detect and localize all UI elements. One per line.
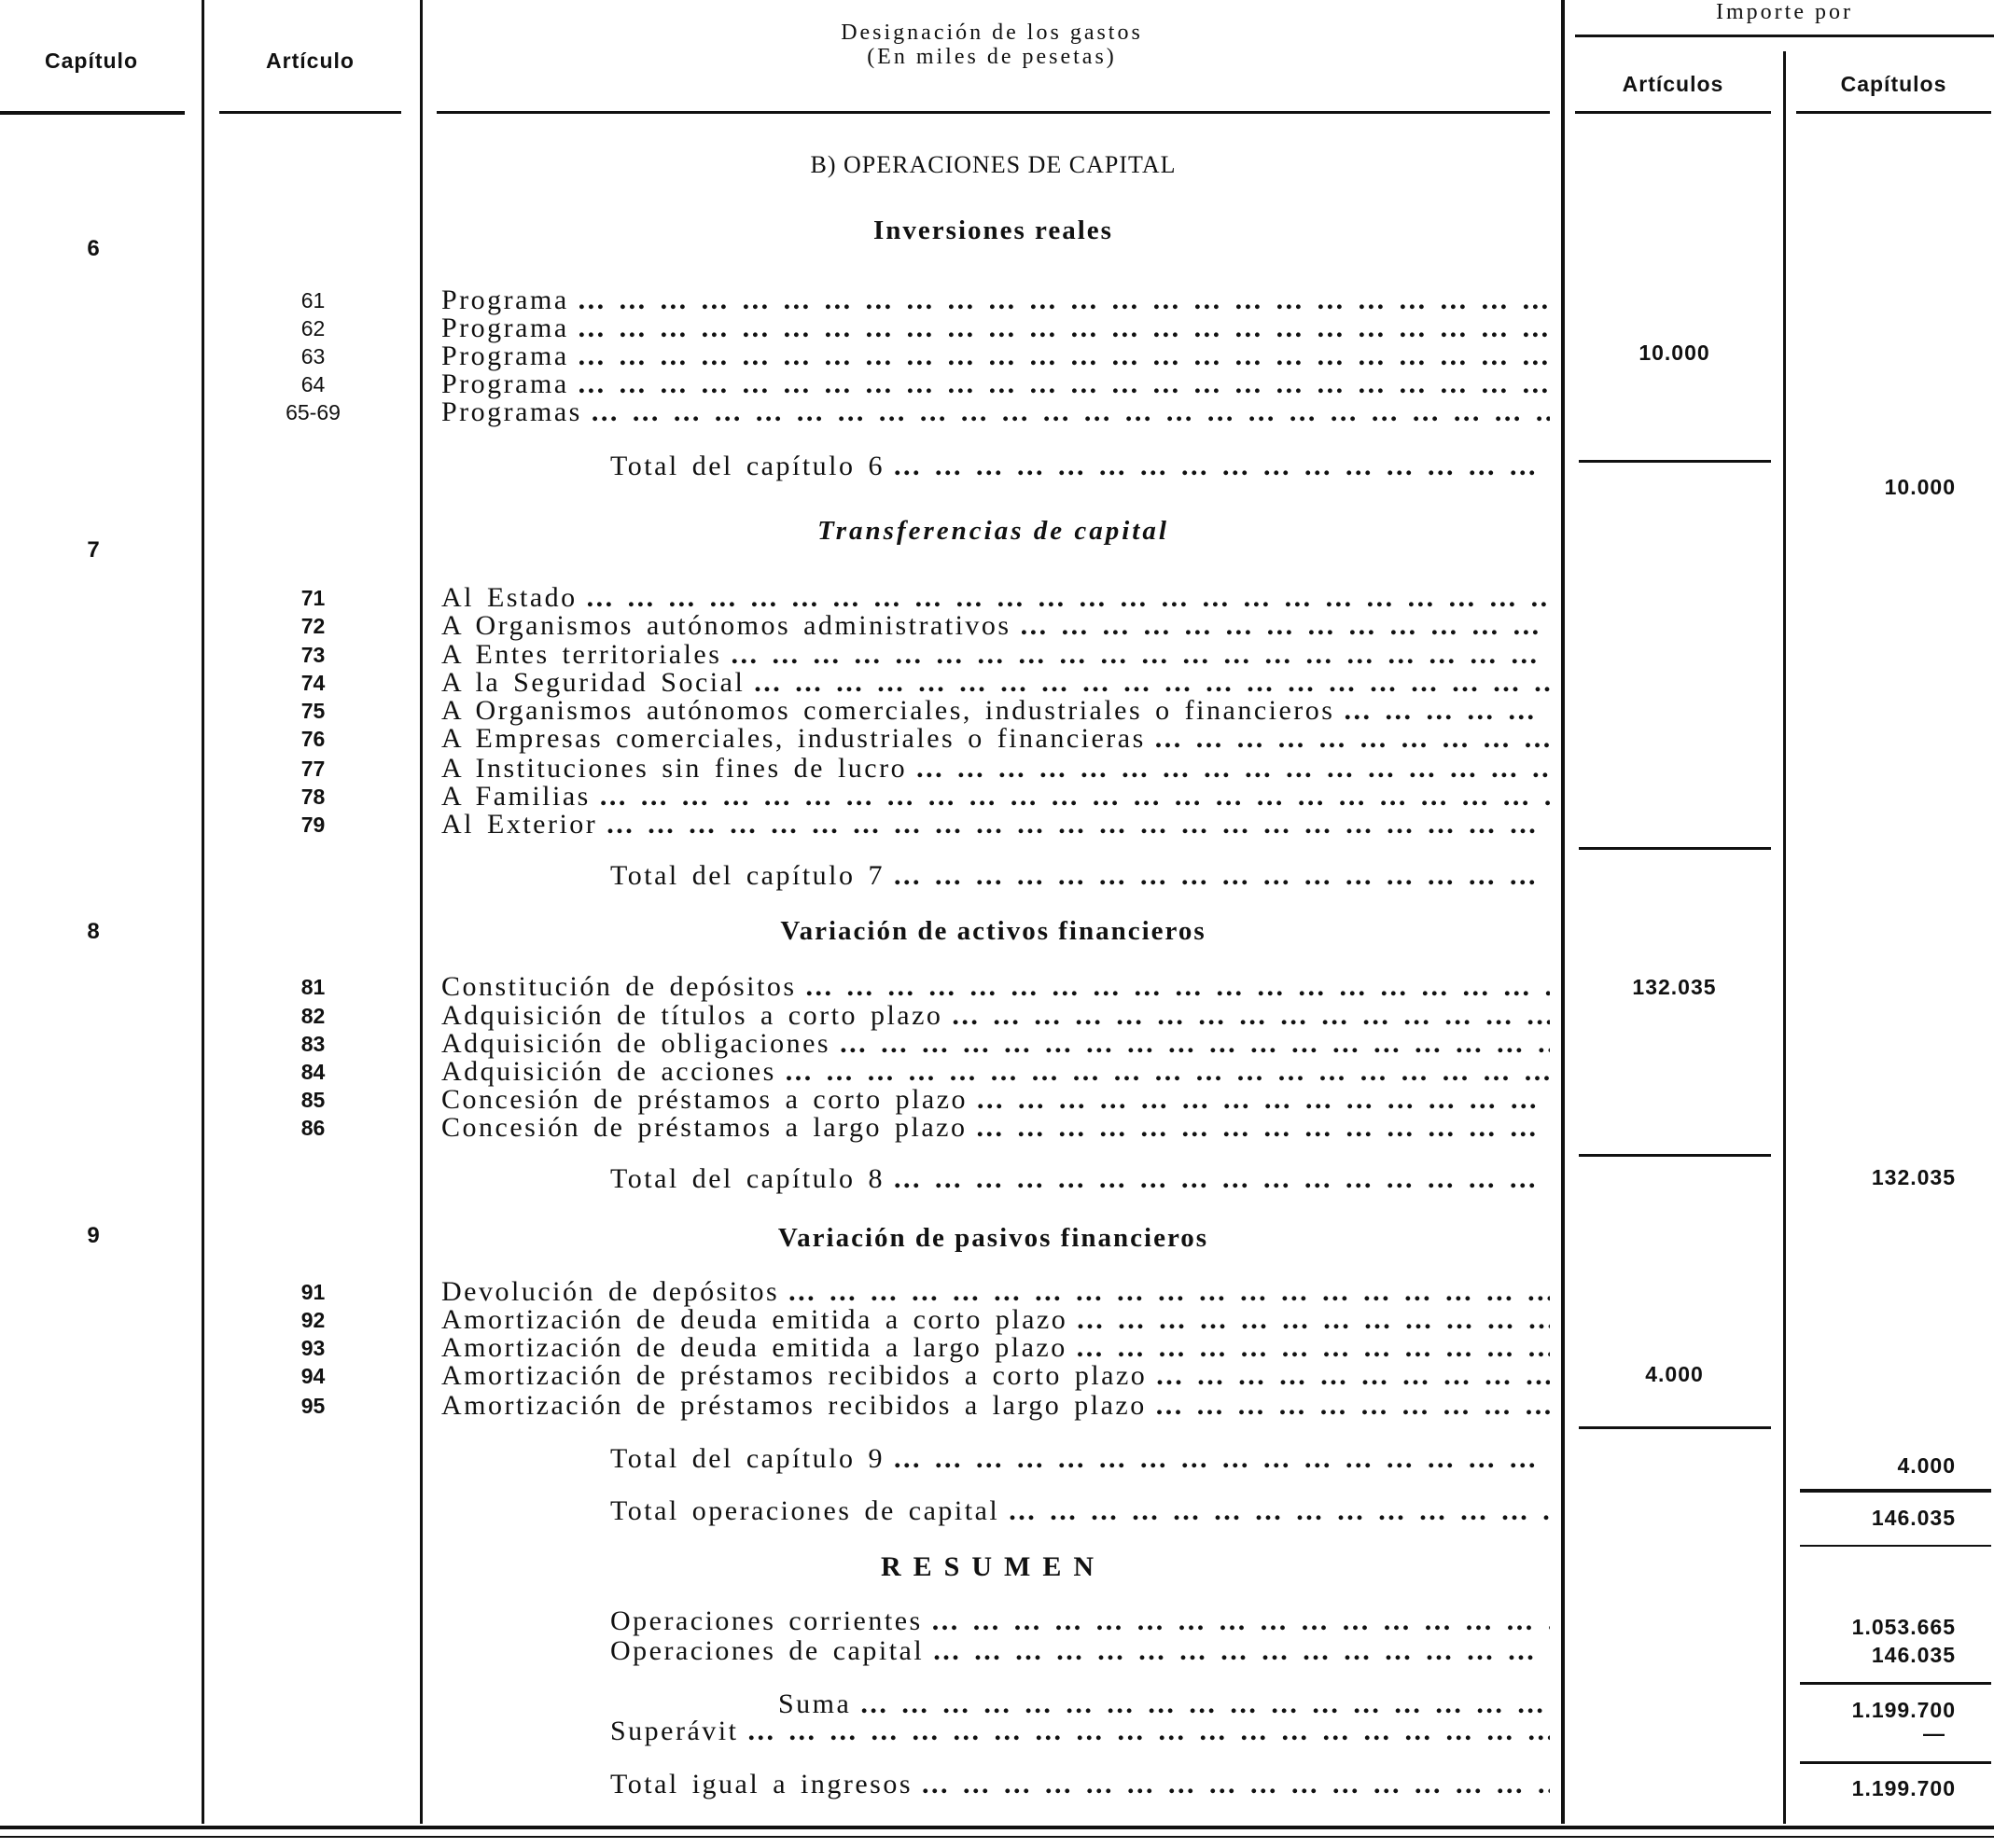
line-item [441, 1361, 1550, 1391]
leader-dots [894, 1164, 1550, 1194]
leader-dots [922, 1770, 1550, 1799]
capitulos-total-rule [1800, 1545, 1991, 1547]
header-capitulo: Capítulo [45, 49, 138, 73]
line-item [441, 754, 1550, 784]
resumen-row-amount: 146.035 [1871, 1643, 1956, 1667]
chapter-title: Variación de activos financieros [780, 916, 1206, 946]
resumen-row [610, 1636, 1550, 1666]
header-rule [1796, 111, 1991, 114]
line-item-label: Al Estado [441, 582, 578, 613]
line-item-label: Adquisición de obligaciones [441, 1028, 831, 1059]
capitulos-total-rule [1800, 1489, 1991, 1493]
article-number: 91 [300, 1280, 326, 1304]
capitulos-total-rule [1800, 1682, 1991, 1685]
resumen-title: RESUMEN [880, 1551, 1106, 1582]
article-number: 64 [300, 372, 326, 396]
article-number: 65-69 [286, 400, 341, 424]
line-item [441, 285, 1550, 315]
line-item-label: Programa [441, 340, 569, 371]
resumen-row-label: Operaciones corrientes [610, 1605, 923, 1636]
chapter-total-row [610, 1444, 1550, 1474]
chapter-title: Transferencias de capital [817, 516, 1169, 546]
article-number: 85 [300, 1088, 326, 1112]
leader-dots [1077, 1333, 1550, 1363]
chapter-title: Variación de pasivos financieros [777, 1223, 1209, 1253]
capitulos-amount: 4.000 [1897, 1453, 1956, 1478]
line-item-label: Adquisición de acciones [441, 1056, 776, 1087]
superavit-amount: — [1923, 1721, 1945, 1745]
header-rule [1575, 111, 1771, 114]
column-divider-capitulo [202, 0, 204, 1824]
line-item-label: A Organismos autónomos administrativos [441, 610, 1011, 641]
line-item-label: A Entes territoriales [441, 639, 722, 670]
leader-dots [747, 1716, 1550, 1746]
column-divider-articulos [1783, 51, 1786, 1824]
leader-dots [1021, 611, 1550, 641]
leader-dots [731, 640, 1550, 670]
leader-dots [1156, 1361, 1550, 1391]
line-item-label: Devolución de depósitos [441, 1276, 780, 1307]
bottom-rule [0, 1826, 1994, 1829]
section-title: B) OPERACIONES DE CAPITAL [810, 151, 1177, 178]
resumen-row [610, 1606, 1550, 1636]
leader-dots [1077, 1305, 1550, 1335]
leader-dots [587, 583, 1550, 613]
resumen-row-amount: 1.053.665 [1851, 1615, 1956, 1639]
leader-dots [977, 1085, 1550, 1115]
line-item-label: Amortización de deuda emitida a largo plazo [441, 1332, 1067, 1363]
line-item-label: A Familias [441, 781, 591, 812]
importe-por-rule [1575, 35, 1994, 37]
line-item-label: Amortización de préstamos recibidos a largo plazo [441, 1390, 1147, 1421]
line-item-label: Programa [441, 368, 569, 399]
superavit-row [610, 1716, 1550, 1746]
header-designacion-units: (En miles de pesetas) [867, 45, 1117, 69]
total-igual-label: Total igual a ingresos [610, 1769, 913, 1799]
line-item [441, 1029, 1550, 1059]
line-item [441, 724, 1550, 754]
line-item [441, 1001, 1550, 1031]
article-number: 84 [300, 1060, 326, 1084]
article-number: 93 [300, 1336, 326, 1360]
line-item [441, 972, 1550, 1002]
leader-dots [916, 754, 1550, 784]
leader-dots [579, 313, 1550, 343]
total-operaciones-label: Total operaciones de capital [610, 1495, 1000, 1526]
line-item [441, 1057, 1550, 1087]
leader-dots [1156, 1391, 1550, 1421]
articulos-subtotal-rule [1579, 847, 1771, 850]
header-articulos: Artículos [1622, 72, 1724, 96]
article-number: 77 [300, 757, 326, 781]
article-number: 76 [300, 727, 326, 751]
leader-dots [1009, 1496, 1550, 1526]
line-item [441, 313, 1550, 343]
header-importe-por: Importe por [1716, 0, 1853, 24]
line-item [441, 1391, 1550, 1421]
leader-dots [860, 1689, 1550, 1719]
line-item-label: Programa [441, 313, 569, 343]
header-rule [0, 111, 185, 115]
line-item-label: A la Seguridad Social [441, 667, 746, 698]
leader-dots [579, 369, 1550, 399]
chapter-total-label: Total del capítulo 9 [610, 1443, 885, 1474]
line-item-label: Constitución de depósitos [441, 971, 797, 1002]
article-number: 74 [300, 671, 326, 695]
resumen-row-label: Operaciones de capital [610, 1635, 925, 1666]
leader-dots [952, 1001, 1550, 1031]
chapter-total-row [610, 861, 1550, 891]
line-item-label: Amortización de préstamos recibidos a corto plazo [441, 1360, 1148, 1391]
header-designacion: Designación de los gastos [841, 21, 1143, 45]
line-item [441, 696, 1550, 726]
leader-dots [806, 972, 1551, 1002]
leader-dots [579, 285, 1550, 315]
line-item-label: Al Exterior [441, 809, 598, 840]
leader-dots [788, 1277, 1550, 1307]
line-item [441, 397, 1550, 427]
article-number: 63 [300, 344, 326, 368]
header-capitulos: Capítulos [1840, 72, 1947, 96]
article-number: 82 [300, 1004, 326, 1028]
header-rule [437, 111, 1550, 114]
leader-dots [894, 452, 1550, 481]
leader-dots [592, 397, 1550, 427]
article-number: 95 [300, 1394, 326, 1418]
line-item [441, 1085, 1550, 1115]
capitulos-total-rule [1800, 1761, 1991, 1764]
line-item [441, 1305, 1550, 1335]
suma-row [778, 1689, 1550, 1719]
article-number: 75 [300, 699, 326, 723]
leader-dots [840, 1029, 1550, 1059]
article-number: 83 [300, 1032, 326, 1056]
header-rule [219, 111, 401, 114]
chapter-total-label: Total del capítulo 6 [610, 451, 885, 481]
chapter-total-row [610, 452, 1550, 481]
total-igual-row [610, 1770, 1550, 1799]
article-number: 86 [300, 1116, 326, 1140]
line-item-label: Concesión de préstamos a largo plazo [441, 1112, 968, 1143]
article-number: 72 [300, 614, 326, 638]
chapter-total-label: Total del capítulo 8 [610, 1163, 885, 1194]
article-number: 81 [300, 975, 326, 999]
line-item-label: Adquisición de títulos a corto plazo [441, 1000, 943, 1031]
header-articulo: Artículo [266, 49, 355, 73]
leader-dots [1344, 696, 1550, 726]
line-item [441, 810, 1550, 840]
leader-dots [977, 1113, 1551, 1143]
chapter-title: Inversiones reales [873, 215, 1113, 245]
article-number: 73 [300, 643, 326, 667]
article-number: 62 [300, 316, 326, 340]
article-number: 94 [300, 1364, 326, 1388]
line-item-label: Programas [441, 396, 582, 427]
line-item-label: A Organismos autónomos comerciales, industriales o financieros [441, 695, 1335, 726]
leader-dots [579, 341, 1550, 371]
bottom-rule [0, 1836, 1994, 1838]
line-item-label: Concesión de préstamos a corto plazo [441, 1084, 969, 1115]
total-igual-amount: 1.199.700 [1851, 1776, 1956, 1800]
articulos-amount: 4.000 [1645, 1362, 1704, 1386]
total-operaciones-row [610, 1496, 1550, 1526]
leader-dots [786, 1057, 1550, 1087]
line-item [441, 1277, 1550, 1307]
line-item [441, 1113, 1550, 1143]
line-item [441, 369, 1550, 399]
chapter-number: 9 [87, 1223, 100, 1248]
capitulos-amount: 10.000 [1884, 475, 1956, 499]
chapter-total-row [610, 1164, 1550, 1194]
line-item [441, 640, 1550, 670]
chapter-number: 6 [87, 236, 100, 261]
chapter-total-label: Total del capítulo 7 [610, 860, 885, 891]
article-number: 71 [300, 586, 326, 610]
line-item [441, 611, 1550, 641]
leader-dots [600, 782, 1550, 812]
chapter-number: 7 [87, 537, 100, 563]
line-item [441, 1333, 1550, 1363]
leader-dots [932, 1606, 1550, 1636]
capitulos-amount: 132.035 [1871, 1165, 1956, 1189]
articulos-subtotal-rule [1579, 460, 1771, 463]
article-number: 78 [300, 785, 326, 809]
superavit-label: Superávit [610, 1716, 739, 1746]
line-item [441, 668, 1550, 698]
line-item-label: Programa [441, 285, 569, 315]
line-item [441, 782, 1550, 812]
articulos-amount: 10.000 [1638, 340, 1710, 365]
total-operaciones-amount: 146.035 [1871, 1506, 1956, 1530]
suma-label: Suma [778, 1688, 852, 1719]
leader-dots [894, 1444, 1550, 1474]
articulos-amount: 132.035 [1632, 975, 1717, 999]
leader-dots [933, 1636, 1550, 1666]
article-number: 92 [300, 1308, 326, 1332]
line-item-label: A Empresas comerciales, industriales o financieras [441, 723, 1146, 754]
chapter-number: 8 [87, 919, 100, 944]
leader-dots [754, 668, 1550, 698]
article-number: 61 [300, 288, 326, 313]
leader-dots [894, 861, 1550, 891]
leader-dots [607, 810, 1550, 840]
line-item-label: A Instituciones sin fines de lucro [441, 753, 908, 784]
line-item-label: Amortización de deuda emitida a corto plazo [441, 1304, 1068, 1335]
line-item [441, 341, 1550, 371]
suma-amount: 1.199.700 [1851, 1698, 1956, 1722]
articulos-subtotal-rule [1579, 1426, 1771, 1429]
line-item [441, 583, 1550, 613]
article-number: 79 [300, 813, 326, 837]
leader-dots [1155, 724, 1550, 754]
articulos-subtotal-rule [1579, 1154, 1771, 1157]
